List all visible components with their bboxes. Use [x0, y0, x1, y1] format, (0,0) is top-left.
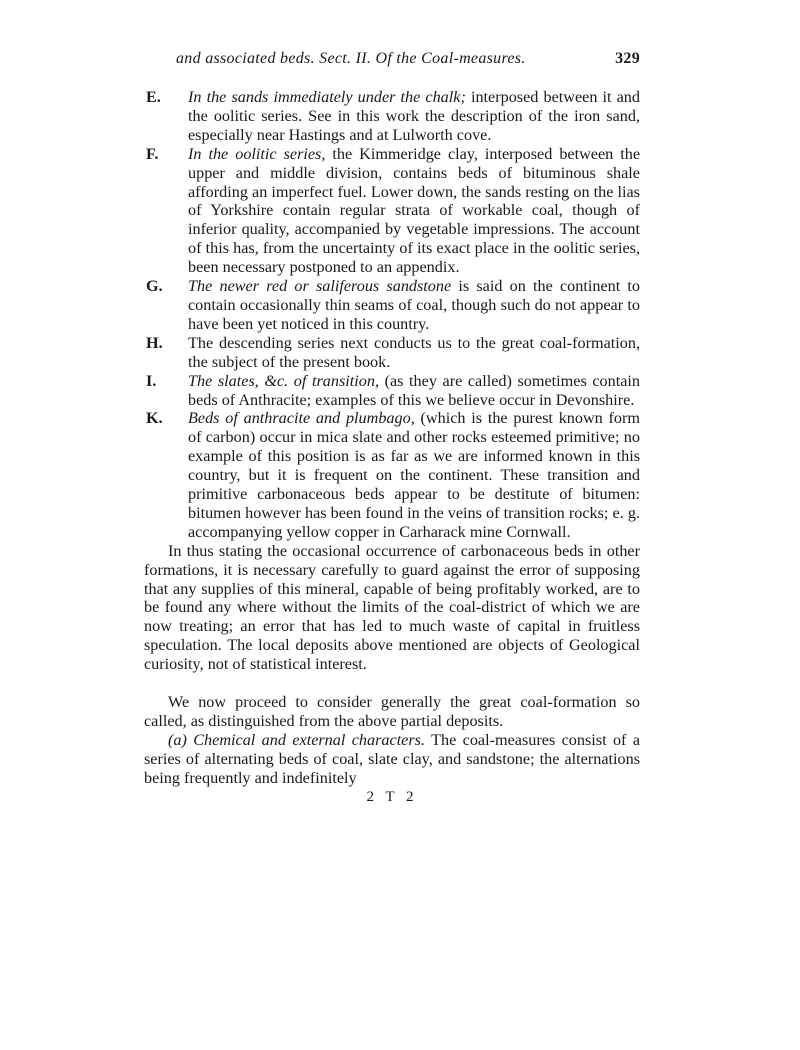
item-letter: K. [146, 409, 163, 428]
item-letter: G. [146, 277, 163, 296]
item-text: The descending series next conducts us to the great coal-formation, the subject of the present book. [188, 333, 640, 371]
paragraph [144, 731, 640, 788]
item-letter: I. [146, 371, 157, 390]
list-item [144, 88, 640, 145]
item-letter: F. [146, 144, 159, 163]
item-lead: Beds of anthracite and plumbago, [188, 409, 415, 428]
paragraph: In thus stating the occasional occurrence of carbonaceous beds in other formations, it is necessary carefully to guard against the error of supposing that any supplies of this mineral, capable of being profitably worked, are to be found any where without the limits of the coal-district of which we are now treating; an error that has led to much waste of capital in fruitless speculation. The local deposits above mentioned are objects of Geological curiosity, not of statistical interest. [144, 541, 640, 674]
paragraph: We now proceed to consider generally the great coal-formation so called, as distinguished from the above partial deposits. [144, 693, 640, 730]
item-lead: The newer red or saliferous sandstone [188, 277, 452, 296]
list-item [144, 334, 640, 372]
section-heading: (a) Chemical and external characters. [168, 730, 426, 749]
item-text: the Kimmeridge clay, interposed between the upper and middle division, contains beds of bituminous shale affording an imperfect fuel. Lower down, the sands resting on the lias of Yorkshire contain regular strata of workable coal, though of inferior quality, accompanied by vegetable impressions. The account of this has, from the uncertainty of its exact place in the oolitic series, been necessary postponed to an appendix. [188, 144, 641, 277]
item-lead: The slates, &c. of transition, [188, 371, 379, 390]
list-item [144, 145, 640, 277]
signature-mark: 2 T 2 [366, 788, 418, 805]
item-letter: E. [146, 88, 161, 106]
item-lead: In the oolitic series, [188, 144, 326, 163]
item-letter: H. [146, 333, 163, 352]
page-body [144, 88, 640, 807]
running-title: and associated beds. Sect. II. Of the Coal-measures. [176, 50, 526, 67]
paragraph-text: The coal-measures consist of a series of alternating beds of coal, slate clay, and sandstone; the alternations being frequently and indefinitely [144, 730, 641, 787]
item-lead: In the sands immediately under the chalk; [188, 88, 466, 106]
list-item [144, 372, 640, 410]
item-text: (which is the purest known form of carbon) occur in mica slate and other rocks esteemed primitive; no example of this position is as far as we are informed known in this country, but it is frequent on the continent. These transition and primitive carbonaceous beds appear to be destitute of bitumen: bitumen however has been found in the veins of transition rocks; e. g. accompanying yellow copper in Carharack mine Cornwall. [188, 409, 641, 541]
list-item [144, 409, 640, 541]
page-number: 329 [615, 50, 640, 67]
item-text: interposed between it and the oolitic series. See in this work the description of the iron sand, especially near Hastings and at Lulworth cove. [188, 88, 640, 144]
item-text: (as they are called) sometimes contain beds of Anthracite; examples of this we believe occur in Devonshire. [188, 371, 640, 409]
item-text: is said on the continent to contain occasionally thin seams of coal, though such do not appear to have been yet noticed in this country. [188, 277, 641, 333]
list-item [144, 277, 640, 334]
running-head [150, 50, 640, 74]
paragraph-gap [144, 674, 640, 693]
